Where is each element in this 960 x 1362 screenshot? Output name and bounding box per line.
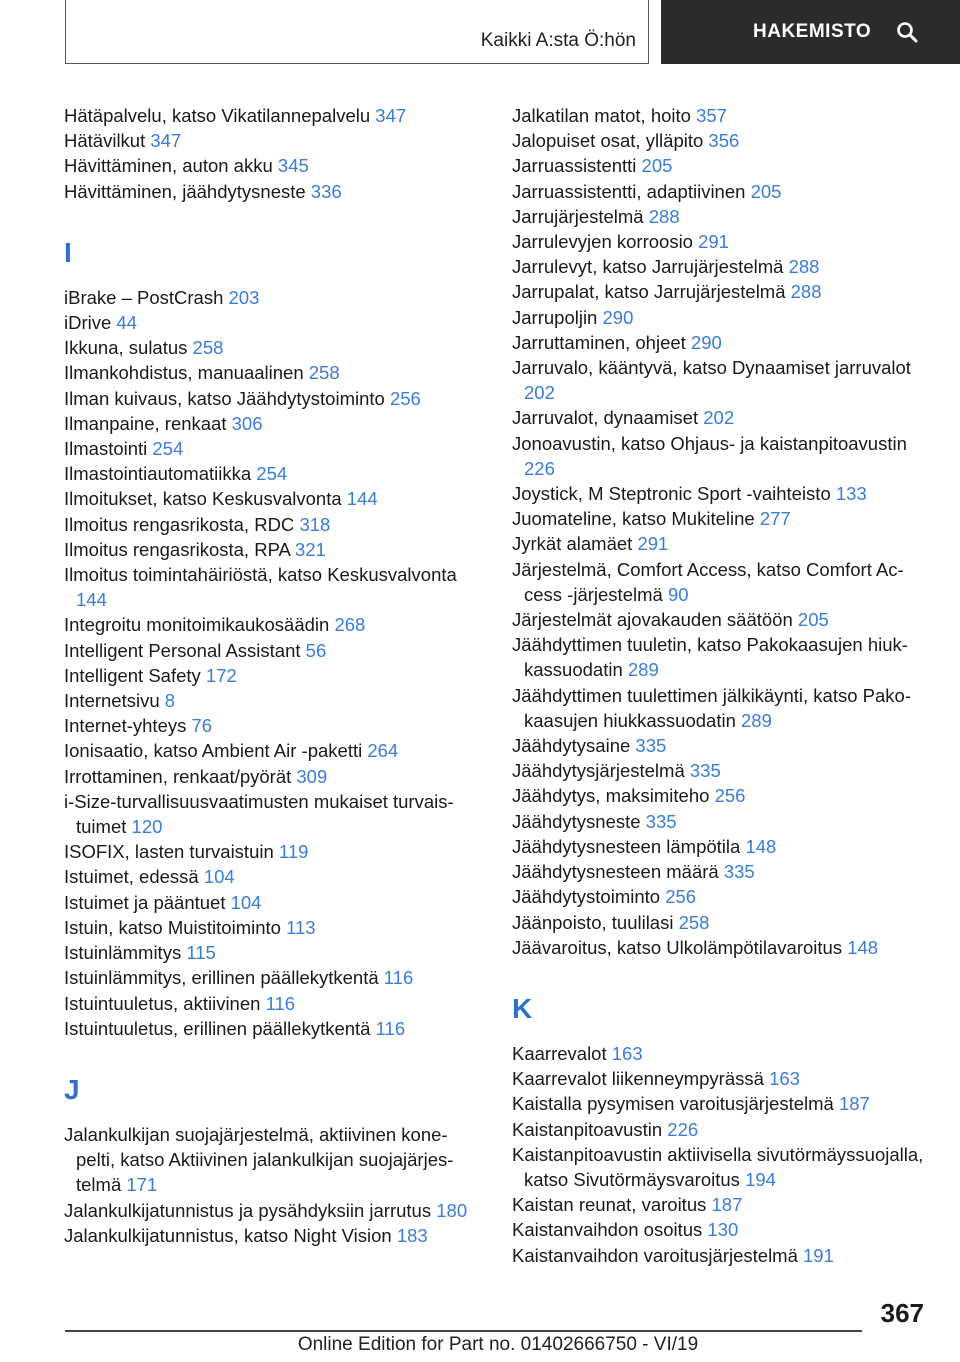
index-entry-text: Jäähdytysnesteen lämpötila: [512, 835, 741, 857]
index-entry-text: Kaarrevalot: [512, 1042, 607, 1064]
index-entry: [512, 834, 932, 859]
page-link[interactable]: 290: [602, 306, 634, 328]
index-entry-text: Istuimet ja pääntuet: [64, 891, 226, 913]
page-number: 367: [880, 1298, 924, 1328]
index-entry-text: Ilmoitukset, katso Keskusvalvonta: [64, 488, 342, 510]
index-entry-text: Ilmastointi: [64, 438, 148, 460]
page-link[interactable]: 113: [286, 916, 316, 938]
page-link[interactable]: 202: [524, 382, 555, 404]
page-link[interactable]: 226: [524, 457, 555, 479]
index-entry: [512, 179, 932, 204]
index-entry: [512, 783, 932, 808]
index-entry: [512, 330, 932, 355]
index-entry-text: Jäävaroitus, katso Ulkolämpötilavaroitus: [512, 936, 843, 958]
page-link[interactable]: 356: [708, 130, 740, 152]
index-entry: [512, 557, 932, 607]
index-entry: [512, 884, 932, 909]
index-entry: [64, 461, 474, 486]
page-link[interactable]: 288: [648, 205, 680, 227]
index-entry-text: Ikkuna, sulatus: [64, 337, 188, 359]
index-entry-text: Hävittäminen, auton akku: [64, 155, 273, 177]
index-entry-text: Istuinlämmitys: [64, 942, 182, 964]
page-link[interactable]: 256: [665, 886, 697, 908]
footer-divider: [65, 1330, 862, 1332]
index-entry: [64, 688, 474, 713]
index-entry-text: Ilmoitus toimintahäiriöstä, katso Keskusvalvonta: [64, 564, 457, 586]
page-link[interactable]: 8: [164, 690, 176, 712]
page-link[interactable]: 264: [367, 740, 399, 762]
index-entry-text: Ilmoitus rengasrikosta, RPA: [64, 538, 290, 560]
edition-text: Online Edition for Part no. 01402666750 - VI/19: [297, 1334, 699, 1355]
page-link[interactable]: 288: [788, 256, 820, 278]
index-entry: [64, 612, 474, 637]
page-link[interactable]: 345: [277, 155, 309, 177]
index-entry-text: Istuin, katso Muistitoiminto: [64, 916, 281, 938]
index-entry: [64, 128, 474, 153]
page-link[interactable]: 180: [436, 1199, 468, 1221]
index-entry-text: Jarruttaminen, ohjeet: [512, 331, 686, 353]
index-entry: [512, 758, 932, 783]
index-entry: [512, 1243, 932, 1268]
page-link[interactable]: 335: [635, 735, 667, 757]
index-entry: [512, 935, 932, 960]
index-entry-text: Jalopuiset osat, ylläpito: [512, 130, 704, 152]
index-entry: [64, 512, 474, 537]
index-entry: [512, 153, 932, 178]
page-link[interactable]: 191: [803, 1244, 834, 1266]
page-link[interactable]: 335: [645, 810, 677, 832]
index-entry: [512, 1117, 932, 1142]
page-link[interactable]: 163: [769, 1068, 800, 1090]
page-link[interactable]: 56: [305, 639, 327, 661]
page-link[interactable]: 306: [231, 412, 263, 434]
index-entry: [512, 305, 932, 330]
index-entry-text: Jäähdytysaine: [512, 735, 631, 757]
index-entry: [64, 839, 474, 864]
index-entry: [512, 683, 932, 733]
index-entry-text: Järjestelmät ajovakauden säätöön: [512, 609, 793, 631]
index-entry-text: Jyrkät alamäet: [512, 533, 633, 555]
page-link[interactable]: 268: [334, 614, 366, 636]
page-link[interactable]: 321: [295, 538, 326, 560]
index-entry: [64, 1198, 474, 1223]
index-entry-text: Jalankulkijatunnistus, katso Night Vision: [64, 1224, 392, 1246]
index-entry: [512, 506, 932, 531]
index-entry-text: ISOFIX, lasten turvaistuin: [64, 841, 274, 863]
index-entry-text: Jarruassistentti: [512, 155, 637, 177]
index-entry-text: Kaistanpitoavustin: [512, 1118, 663, 1140]
page-link[interactable]: 148: [745, 835, 777, 857]
index-entry-text: Istuintuuletus, erillinen päällekytkentä: [64, 1017, 371, 1039]
index-entry: [512, 103, 932, 128]
index-entry: [64, 1016, 474, 1041]
index-entry-text: Hätäpalvelu, katso Vikatilannepalvelu: [64, 105, 371, 126]
index-entry: [512, 1192, 932, 1217]
index-entry-text: Jarruassistentti, adaptiivinen: [512, 180, 746, 202]
page-link[interactable]: 347: [375, 105, 407, 126]
index-entry: [64, 764, 474, 789]
index-entry-text: i-Size-turvallisuusvaatimusten mukaiset turvaistuimet: [64, 790, 454, 838]
page-link[interactable]: 133: [835, 483, 867, 505]
index-column-right: [512, 103, 932, 1268]
index-entry-text: Jalankulkijan suojajärjestelmä, aktiivinen konepelti, katso Aktiivinen jalankulkijan suojajärjestelmä: [64, 1123, 454, 1196]
index-entry: [64, 179, 474, 204]
index-entry-text: Jarruvalot, dynaamiset: [512, 407, 699, 429]
page-link[interactable]: 290: [690, 331, 722, 353]
page-link[interactable]: 256: [389, 387, 421, 409]
page-link[interactable]: 119: [278, 841, 309, 863]
page-link[interactable]: 144: [76, 589, 107, 611]
index-label: HAKEMISTO: [753, 21, 872, 42]
page-link[interactable]: 120: [131, 816, 163, 838]
page-link[interactable]: 291: [698, 231, 729, 253]
index-entry-text: Ilmastointiautomatiikka: [64, 463, 252, 485]
index-entry: [512, 405, 932, 430]
index-entry: [512, 254, 932, 279]
index-entry: [64, 638, 474, 663]
index-entry-text: Joystick, M Steptronic Sport -vaihteisto: [512, 483, 831, 505]
page-link[interactable]: 357: [696, 105, 727, 126]
index-entry-text: Jarrupoljin: [512, 306, 598, 328]
index-entry-text: Jäähdyttimen tuuletin, katso Pakokaasujen hiukkassuodatin: [512, 634, 908, 681]
section-letter: K: [512, 992, 533, 1024]
index-entry: [512, 355, 932, 405]
index-entry-text: Ionisaatio, katso Ambient Air -paketti: [64, 740, 363, 762]
page-link[interactable]: 187: [711, 1194, 743, 1216]
index-entry-text: Juomateline, katso Mukiteline: [512, 508, 755, 530]
index-entry: [64, 663, 474, 688]
index-entry: [64, 940, 474, 965]
index-entry-text: Jalankulkijatunnistus ja pysähdyksiin jarrutus: [64, 1199, 432, 1221]
index-entry: [64, 360, 474, 385]
index-entry-text: Jäähdytystoiminto: [512, 886, 661, 908]
page-link[interactable]: 130: [707, 1219, 739, 1241]
page-link[interactable]: 205: [750, 180, 782, 202]
index-entry-text: Irrottaminen, renkaat/pyörät: [64, 765, 292, 787]
index-entry-text: Jäähdytysnesteen määrä: [512, 861, 719, 883]
index-entry: [64, 153, 474, 178]
index-entry: [512, 733, 932, 758]
page-link[interactable]: 116: [265, 992, 296, 1014]
index-entry-text: Jarrupalat, katso Jarrujärjestelmä: [512, 281, 786, 303]
index-entry: [64, 103, 474, 128]
index-entry-text: Istuimet, edessä: [64, 866, 199, 888]
index-entry: [64, 789, 474, 839]
index-entry: [512, 910, 932, 935]
page-link[interactable]: 144: [346, 488, 378, 510]
index-entry-text: Jalkatilan matot, hoito: [512, 105, 691, 126]
index-entry: [512, 859, 932, 884]
index-entry: [512, 1142, 932, 1192]
index-entry-text: Kaarrevalot liikenneympyrässä: [512, 1068, 764, 1090]
index-entry-text: Jäähdyttimen tuulettimen jälkikäynti, katso Pakokaasujen hiukkassuodatin: [512, 684, 911, 731]
page-link[interactable]: 347: [150, 130, 182, 152]
index-entry-text: Kaistalla pysymisen varoitusjärjestelmä: [512, 1093, 834, 1115]
index-entry: [64, 335, 474, 360]
page-link[interactable]: 203: [228, 286, 260, 308]
index-entry-text: Hätävilkut: [64, 130, 146, 152]
index-entry-text: iBrake – PostCrash: [64, 286, 224, 308]
page-link[interactable]: 291: [637, 533, 669, 555]
index-entry: [512, 1066, 932, 1091]
index-entry: [64, 436, 474, 461]
page-link[interactable]: 289: [741, 709, 772, 731]
search-icon[interactable]: [895, 20, 919, 44]
page-link[interactable]: 205: [641, 155, 673, 177]
index-entry-text: Istuintuuletus, aktiivinen: [64, 992, 261, 1014]
index-entry: [64, 864, 474, 889]
index-entry: [64, 915, 474, 940]
index-entry-text: Ilman kuivaus, katso Jäähdytystoiminto: [64, 387, 385, 409]
page-link[interactable]: 309: [296, 765, 328, 787]
index-entry-text: Kaistanpitoavustin aktiivisella sivutörmäyssuojalla, katso Sivutörmäysvaroitus: [512, 1143, 924, 1190]
index-entry: [64, 386, 474, 411]
index-entry-text: Jäähdytys, maksimiteho: [512, 785, 710, 807]
index-entry: [512, 1217, 932, 1242]
page-link[interactable]: 90: [667, 583, 689, 605]
index-entry: [64, 1122, 474, 1198]
index-entry-text: Kaistanvaihdon osoitus: [512, 1219, 703, 1241]
page-link[interactable]: 104: [230, 891, 262, 913]
index-entry-text: Internet-yhteys: [64, 715, 187, 737]
index-entry: [64, 738, 474, 763]
page-link[interactable]: 318: [299, 513, 331, 535]
page-link[interactable]: 116: [383, 967, 414, 989]
index-entry: [512, 809, 932, 834]
index-entry: [64, 310, 474, 335]
index-entry: [512, 204, 932, 229]
index-entry-text: Kaistan reunat, varoitus: [512, 1194, 707, 1216]
page-link[interactable]: 335: [723, 861, 755, 883]
page-link[interactable]: 258: [308, 362, 340, 384]
index-entry-text: Jäänpoisto, tuulilasi: [512, 911, 674, 933]
index-entry-text: Hävittäminen, jäähdytysneste: [64, 180, 306, 202]
section-title[interactable]: Kaikki A:sta Ö:hön: [480, 30, 636, 51]
index-entry: [64, 411, 474, 436]
section-letter: J: [64, 1073, 80, 1105]
page-link[interactable]: 256: [714, 785, 746, 807]
index-entry: [64, 965, 474, 990]
index-entry: [512, 1041, 932, 1066]
index-entry: [512, 279, 932, 304]
index-entry: [512, 229, 932, 254]
page-link[interactable]: 335: [689, 760, 721, 782]
page-link[interactable]: 289: [627, 659, 659, 681]
index-entry: [512, 1091, 932, 1116]
page-link[interactable]: 226: [667, 1118, 699, 1140]
index-entry: [64, 537, 474, 562]
index-entry-text: Jäähdytysjärjestelmä: [512, 760, 685, 782]
index-entry-text: Ilmankohdistus, manuaalinen: [64, 362, 304, 384]
index-entry-text: Intelligent Safety: [64, 664, 201, 686]
page-link[interactable]: 163: [611, 1042, 643, 1064]
page-link[interactable]: 116: [375, 1017, 406, 1039]
index-column-left: [64, 103, 474, 1248]
index-entry: [512, 632, 932, 682]
page-link[interactable]: 171: [126, 1174, 158, 1196]
index-entry: [64, 713, 474, 738]
index-entry: [512, 607, 932, 632]
page-link[interactable]: 205: [797, 609, 829, 631]
page-link[interactable]: 202: [703, 407, 735, 429]
page-link[interactable]: 172: [205, 664, 237, 686]
index-entry: [64, 991, 474, 1016]
index-entry-text: Jarrulevyjen korroosio: [512, 231, 693, 253]
index-entry-text: Jarrulevyt, katso Jarrujärjestelmä: [512, 256, 784, 278]
index-entry-text: Jarruvalo, kääntyvä, katso Dynaamiset jarruvalot: [512, 357, 911, 379]
index-entry: [64, 486, 474, 511]
page-link[interactable]: 187: [838, 1093, 870, 1115]
index-entry: [512, 128, 932, 153]
index-entry: [512, 531, 932, 556]
page-link[interactable]: 277: [759, 508, 791, 530]
section-letter: I: [64, 236, 72, 268]
index-entry-text: Kaistanvaihdon varoitusjärjestelmä: [512, 1244, 798, 1266]
index-entry: [64, 285, 474, 310]
index-entry-text: Ilmoitus rengasrikosta, RDC: [64, 513, 295, 535]
index-entry-text: iDrive: [64, 312, 112, 334]
index-entry-text: Intelligent Personal Assistant: [64, 639, 301, 661]
page-link[interactable]: 104: [203, 866, 235, 888]
index-entry: [64, 890, 474, 915]
index-entry-text: Integroitu monitoimikaukosäädin: [64, 614, 330, 636]
page-link[interactable]: 115: [186, 942, 216, 964]
page-link[interactable]: 183: [396, 1224, 428, 1246]
index-entry-text: Ilmanpaine, renkaat: [64, 412, 227, 434]
header-section-box: [65, 0, 649, 64]
index-entry-text: Järjestelmä, Comfort Access, katso Comfort Access -järjestelmä: [512, 558, 904, 605]
index-entry-text: Jonoavustin, katso Ohjaus- ja kaistanpitoavustin: [512, 432, 907, 454]
page-link[interactable]: 76: [191, 715, 213, 737]
page-link[interactable]: 254: [256, 463, 288, 485]
index-entry-text: Internetsivu: [64, 690, 160, 712]
index-entry: [64, 1223, 474, 1248]
page-link[interactable]: 336: [310, 180, 342, 202]
page-link[interactable]: 194: [745, 1168, 776, 1190]
page-link[interactable]: 44: [116, 312, 137, 334]
page-link[interactable]: 254: [152, 438, 184, 460]
index-entry: [64, 562, 474, 612]
index-entry-text: Jarrujärjestelmä: [512, 205, 644, 227]
index-entry-text: Jäähdytysneste: [512, 810, 641, 832]
page-link[interactable]: 148: [847, 936, 879, 958]
page-link[interactable]: 258: [678, 911, 710, 933]
index-tab[interactable]: [661, 0, 960, 64]
index-entry: [512, 481, 932, 506]
page-link[interactable]: 288: [790, 281, 822, 303]
page-link[interactable]: 258: [192, 337, 224, 359]
index-entry: [512, 431, 932, 481]
index-entry-text: Istuinlämmitys, erillinen päällekytkentä: [64, 967, 379, 989]
